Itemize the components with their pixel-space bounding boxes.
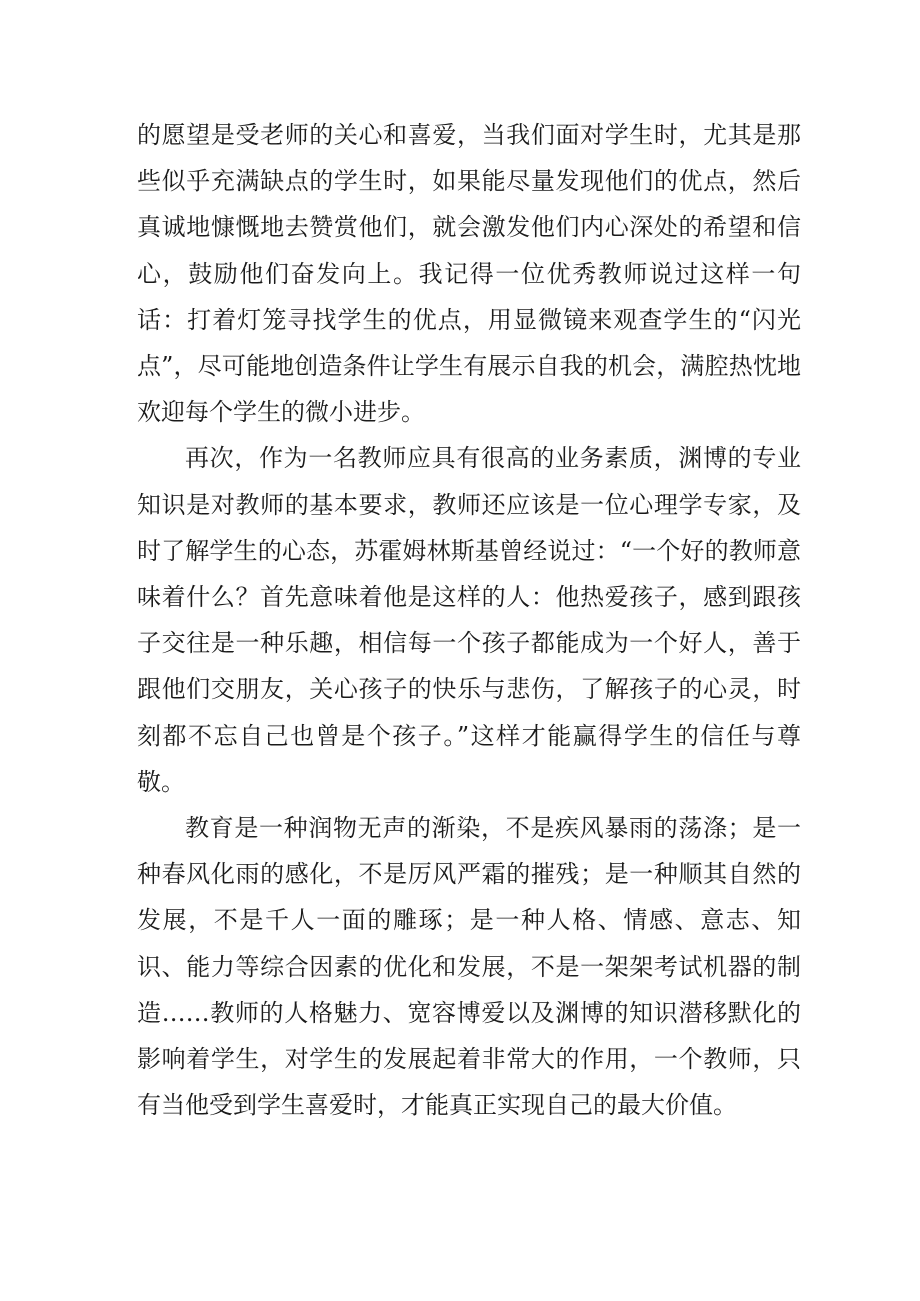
paragraph-1: 的愿望是受老师的关心和喜爱，当我们面对学生时，尤其是那些似乎充满缺点的学生时，如果能尽量发现他们的优点，然后真诚地慷慨地去赞赏他们，就会激发他们内心深处的希望和信心，鼓励他们奋发向上。我记得一位优秀教师说过这样一句话：打着灯笼寻找学生的优点，用显微镜来观查学生的“闪光点”，尽可能地创造条件让学生有展示自我的机会，满腔热忱地欢迎每个学生的微小进步。	[137, 121, 801, 427]
paragraph-3: 教育是一种润物无声的渐染，不是疾风暴雨的荡涤；是一种春风化雨的感化，不是厉风严霜的摧残；是一种顺其自然的发展，不是千人一面的雕琢；是一种人格、情感、意志、知识、能力等综合因素的优化和发展，不是一架架考试机器的制造……教师的人格魅力、宽容博爱以及渊博的知识潜移默化的影响着学生，对学生的发展起着非常大的作用，一个教师，只有当他受到学生喜爱时，才能真正实现自己的最大价值。	[137, 814, 801, 1120]
document-body	[137, 112, 801, 1128]
paragraph-2: 再次，作为一名教师应具有很高的业务素质，渊博的专业知识是对教师的基本要求，教师还应该是一位心理学专家，及时了解学生的心态，苏霍姆林斯基曾经说过：“一个好的教师意味着什么？首先意味着他是这样的人：他热爱孩子，感到跟孩子交往是一种乐趣，相信每一个孩子都能成为一个好人，善于跟他们交朋友，关心孩子的快乐与悲伤，了解孩子的心灵，时刻都不忘自己也曾是个孩子。”这样才能赢得学生的信任与尊敬。	[137, 444, 801, 796]
